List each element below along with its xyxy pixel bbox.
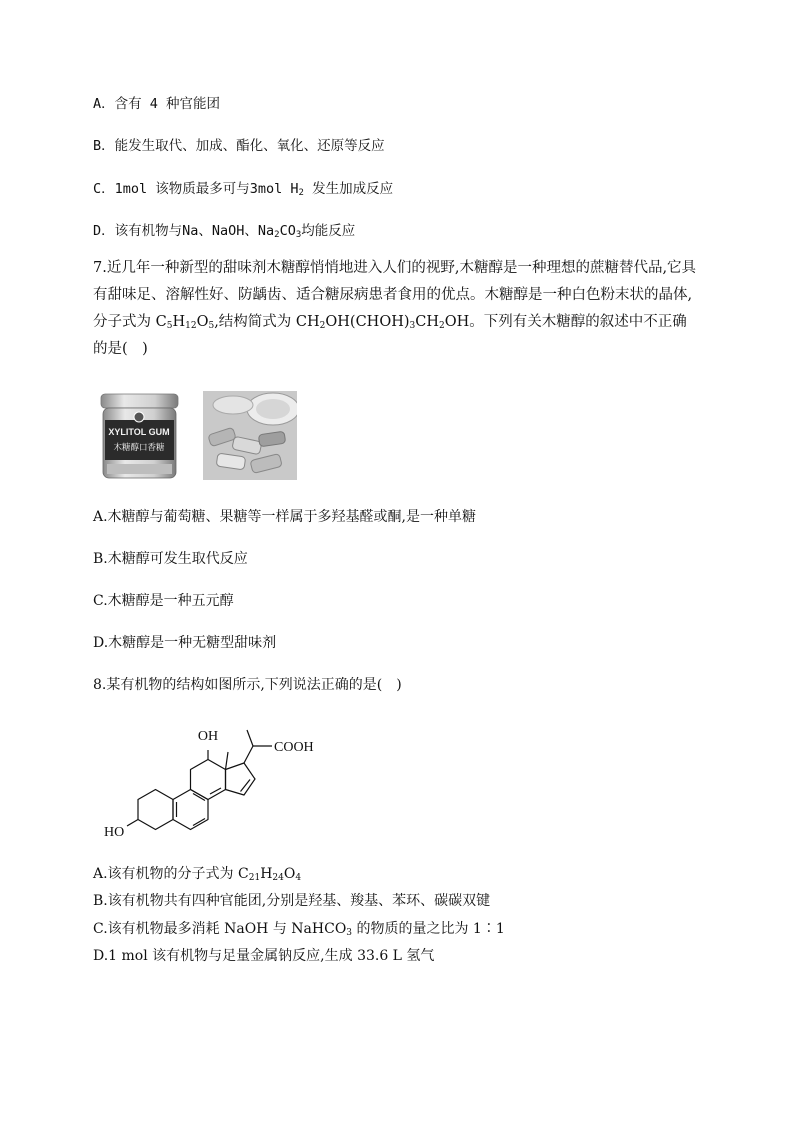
- q7-stem: [93, 255, 698, 363]
- formula-part: H: [260, 866, 273, 882]
- subscript: 12: [185, 321, 197, 331]
- q7-option-d: D.木糖醇是一种无糖型甜味剂: [93, 635, 277, 651]
- q6-option-d-text: D．该有机物与Na、NaOH、Na: [93, 223, 275, 239]
- q8-stem: 8.某有机物的结构如图所示,下列说法正确的是( ): [93, 677, 402, 693]
- formula-part: O: [196, 314, 209, 330]
- formula-part: O: [283, 866, 296, 882]
- jar-label-brand: XYLITOL GUM: [108, 427, 170, 437]
- jar-label-cn: 木糖醇口香糖: [113, 443, 165, 453]
- subscript: 5: [208, 321, 215, 331]
- q8-option-a: [93, 864, 301, 884]
- q7-option-a: A.木糖醇与葡萄糖、果糖等一样属于多羟基醛或酮,是一种单糖: [93, 509, 477, 525]
- subscript: 2: [319, 321, 326, 331]
- q8-option-a-text: A.该有机物的分子式为 C: [93, 866, 249, 882]
- q7-stem-text: OH(CHOH): [325, 314, 410, 330]
- subscript: 24: [272, 873, 284, 883]
- q6-option-c-tail: 发生加成反应: [312, 181, 394, 197]
- q6-option-a: A．含有 4 种官能团: [93, 96, 221, 112]
- formula-part: H: [172, 314, 186, 330]
- q6-option-c-text: C．1mol 该物质最多可与3mol H: [93, 181, 299, 197]
- q8-option-c-text: C.该有机物最多消耗 NaOH 与 NaHCO: [93, 921, 347, 937]
- label-cooh: COOH: [274, 740, 314, 755]
- q6-option-c: [93, 179, 393, 199]
- xylitol-gum-jar-photo: [97, 388, 182, 482]
- q6-option-b: B．能发生取代、加成、酯化、氧化、还原等反应: [93, 138, 385, 154]
- gum-pieces-photo: [203, 391, 297, 480]
- subscript: 3: [295, 230, 302, 240]
- q6-option-d: [93, 221, 355, 241]
- q8-option-c-tail: 的物质的量之比为 1∶1: [356, 921, 505, 937]
- q6-option-d-mid: CO: [279, 223, 296, 239]
- q7-option-b: B.木糖醇可发生取代反应: [93, 551, 248, 567]
- q6-option-d-tail: 均能反应: [301, 223, 356, 239]
- q7-option-c: C.木糖醇是一种五元醇: [93, 593, 234, 609]
- q8-option-c: [93, 919, 505, 939]
- q8-option-d: D.1 mol 该有机物与足量金属钠反应,生成 33.6 L 氢气: [93, 948, 435, 964]
- molecule-structure-diagram: [100, 718, 330, 846]
- subscript: 2: [274, 230, 280, 240]
- q7-stem-text: CH: [415, 314, 439, 330]
- subscript: 3: [346, 928, 353, 938]
- subscript: 5: [166, 321, 173, 331]
- label-oh-top: OH: [197, 729, 219, 744]
- q7-stem-text: OH。下列有关木糖醇的叙述中不正确的是( ): [93, 314, 687, 357]
- label-ho: HO: [104, 825, 125, 840]
- subscript: 2: [439, 321, 445, 331]
- subscript: 2: [298, 188, 304, 198]
- q8-option-b: B.该有机物共有四种官能团,分别是羟基、羧基、苯环、碳碳双键: [93, 893, 491, 909]
- subscript: 3: [409, 321, 416, 331]
- q7-stem-text: ,结构简式为 CH: [214, 314, 320, 330]
- subscript: 21: [248, 873, 261, 883]
- q7-stem-text: 7.近几年一种新型的甜味剂木糖醇悄悄地进入人们的视野,木糖醇是一种理想的蔗糖替代品,它具有甜味足、溶解性好、防龋齿、适合糖尿病患者食用的优点。木糖醇是一种白色粉末状的晶体,分子式为 C: [93, 260, 697, 330]
- subscript: 4: [295, 873, 302, 883]
